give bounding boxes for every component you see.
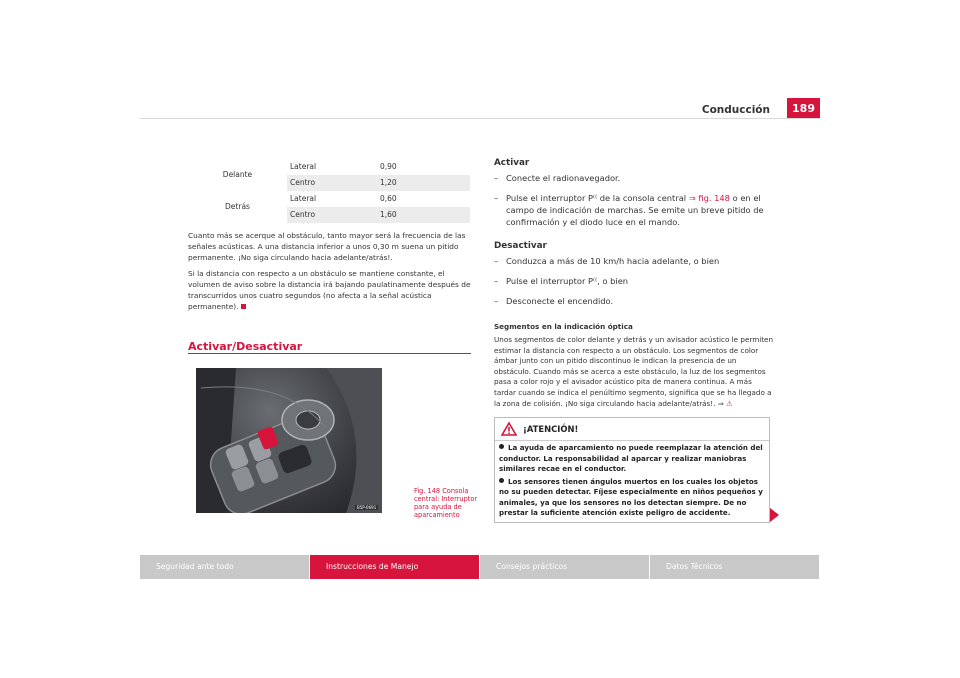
table-row: [188, 207, 470, 223]
list-item: – Conecte el radionavegador.: [494, 173, 621, 183]
footer-tab-instrucciones[interactable]: Instrucciones de Manejo: [310, 555, 479, 579]
console-photo: [196, 368, 382, 513]
table-position: Centro: [287, 175, 380, 191]
footer-nav: [140, 555, 820, 579]
paragraph: Unos segmentos de color delante y detrás y un avisador acústico le permiten estimar la distancia con respecto a un obstáculo. Los segmentos de color ámbar junto con un pitido discontinuo le indican la presencia de un obstáculo. Cuando más se acerca a este obstáculo, la luz de los segmentos pasa a color rojo y el avisador acústico pita de manera continua. A más tardar cuando se indica el penúltimo segmento, significa que se ha llegado a la zona de colisión. ¡No siga circulando hacia adelante/atrás!. ⇒ ⚠: [494, 335, 773, 408]
warning-body: [499, 443, 767, 521]
table-row: [188, 175, 470, 191]
table-value: 0,60: [380, 194, 397, 203]
console-illustration: [196, 368, 382, 513]
table-position: Centro: [287, 207, 380, 223]
list-item: – Pulse el interruptor P⁽⁽, o bien: [494, 276, 629, 286]
table-group: Detrás: [225, 202, 250, 211]
table-group: [188, 175, 287, 191]
table-group: [188, 207, 287, 223]
paragraph: Si la distancia con respecto a un obstáculo se mantiene constante, el volumen de aviso sobre la distancia irá bajando paulatinamente después de transcurridos unos cuatro segundos (no afecta a la señal acústica permanente).: [188, 269, 471, 311]
table-value: 1,20: [380, 175, 470, 191]
footer-tab-seguridad[interactable]: Seguridad ante todo: [140, 555, 309, 579]
end-square-icon: [241, 304, 246, 309]
distance-table: [188, 159, 470, 223]
paragraph: Cuanto más se acerque al obstáculo, tanto mayor será la frecuencia de las señales acústicas. A una distancia inferior a unos 0,30 m suena un pitido permanente. ¡No siga circulando hacia adelante/atrás!.: [188, 231, 466, 262]
figure-code: B5P-0691: [357, 505, 377, 510]
warning-item: La ayuda de aparcamiento no puede reemplazar la atención del conductor. La responsabilidad al aparcar y realizar maniobras similares recae en el conductor.: [499, 443, 763, 473]
table-position: Lateral: [290, 162, 317, 171]
bullet-icon: [499, 478, 504, 483]
park-assist-switch-icon: P⁽⁽: [588, 276, 598, 286]
segmentos-heading: Segmentos en la indicación óptica: [494, 322, 633, 331]
desactivar-heading: Desactivar: [494, 241, 547, 251]
list-item: – Pulse el interruptor P⁽⁽ de la consola central ⇒ fig. 148 o en el campo de indicación de marchas. Se emite un breve pitido de confirmación y el diodo luce en el mando.: [494, 193, 764, 227]
bullet-icon: [499, 444, 504, 449]
table-value: 1,60: [380, 207, 470, 223]
figure-caption: Fig. 148 Consola central: Interruptor para ayuda de aparcamiento: [414, 487, 478, 519]
activar-heading: Activar: [494, 158, 530, 168]
page-number: 189: [787, 98, 820, 119]
table-position: Lateral: [290, 194, 317, 203]
warning-header: [501, 422, 578, 436]
right-column: [494, 157, 774, 409]
section-rule: [188, 353, 471, 354]
warning-triangle-icon: [501, 422, 517, 436]
footer-tab-datos[interactable]: Datos Técnicos: [650, 555, 819, 579]
table-row: [188, 159, 470, 179]
park-assist-switch-icon: P⁽⁽: [588, 193, 598, 203]
warning-box: [494, 417, 770, 523]
list-item: – Conduzca a más de 10 km/h hacia adelante, o bien: [494, 256, 720, 266]
figure-link[interactable]: ⇒ fig. 148: [688, 193, 730, 203]
section-title: Activar/Desactivar: [188, 340, 303, 353]
warning-title: ¡ATENCIÓN!: [523, 424, 579, 434]
next-page-arrow-icon[interactable]: [770, 508, 779, 522]
table-row: [188, 191, 470, 211]
table-group: Delante: [222, 170, 253, 179]
warning-item: Los sensores tienen ángulos muertos en los cuales los objetos no su pueden detectar. Fíjese especialmente en niños pequeños y animales, ya que los sensores no los detectan siempre. De no prestar la suficiente atención existe peligro de accidente.: [499, 476, 763, 517]
chapter-title: Conducción: [701, 104, 770, 116]
left-body-text: [188, 230, 472, 317]
header-rule: [140, 118, 820, 119]
warning-triangle-icon[interactable]: ⚠: [726, 398, 733, 408]
table-value: 0,90: [380, 162, 397, 171]
warning-rule: [495, 440, 769, 441]
footer-tab-consejos[interactable]: Consejos prácticos: [480, 555, 649, 579]
list-item: – Desconecte el encendido.: [494, 296, 614, 306]
